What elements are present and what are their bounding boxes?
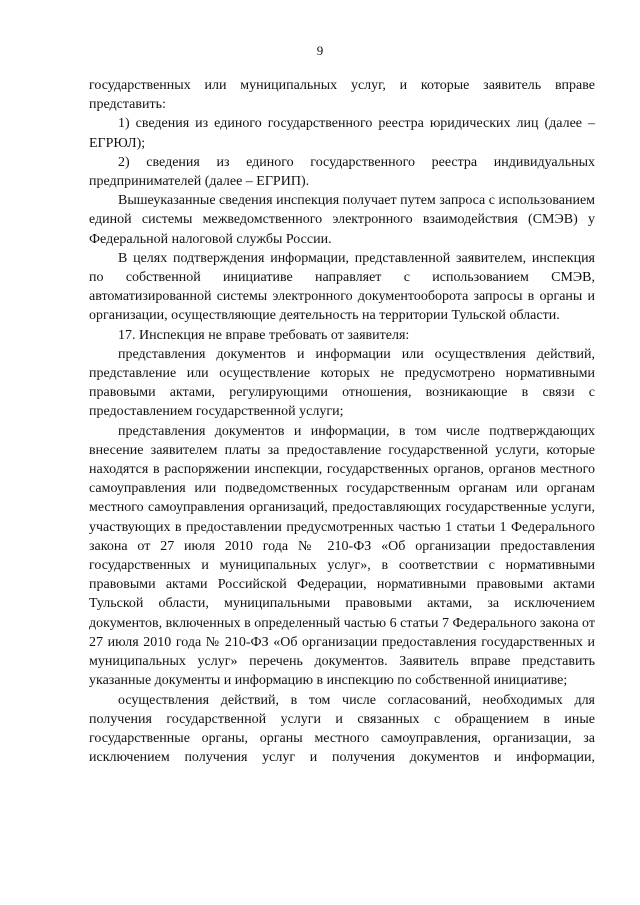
paragraph-6: 17. Инспекция не вправе требовать от заявителя: [118,327,410,343]
paragraph-9: осуществления действий, в том числе согласований, необходимых для получения государственной услуги и связанных с обращением в иные государственные органы, органы местного самоуправления, организации, за исключением получения услуг и получения документов и информации, [89,692,595,766]
paragraph-7: представления документов и информации или осуществления действий, представление или осуществление которых не предусмотрено нормативными правовыми актами, регулирующими отношения, возникающие в связи с предоставлением государственной услуги; [89,346,595,420]
document-body [89,76,595,767]
paragraph-8: представления документов и информации, в том числе подтверждающих внесение заявителем платы за предоставление государственной услуги, которые находятся в распоряжении инспекции, государственных органов, органов местного самоуправления или подведомственных государственным органам или органам местного самоуправления организаций, предоставляющих государственные услуги, участвующих в предоставлении предусмотренных частью 1 статьи 1 Федерального закона от 27 июля 2010 года № 210-ФЗ «Об организации предоставления государственных и муниципальных услуг», в соответствии с нормативными правовыми актами Российской Федерации, нормативными правовыми актами Тульской области, муниципальными правовыми актами, за исключением документов, включенных в определенный частью 6 статьи 7 Федерального закона от 27 июля 2010 года № 210-ФЗ «Об организации предоставления государственных и муниципальных услуг» перечень документов. Заявитель вправе представить указанные документы и информацию в инспекцию по собственной инициативе; [89,423,595,689]
paragraph-4: Вышеуказанные сведения инспекция получает путем запроса с использованием единой системы межведомственного электронного взаимодействия (СМЭВ) у Федеральной налоговой службы России. [89,193,596,247]
paragraph-2: 1) сведения из единого государственного реестра юридических лиц (далее – ЕГРЮЛ); [89,116,595,151]
paragraph-3: 2) сведения из единого государственного реестра индивидуальных предпринимателей (далее – ЕГРИП). [89,154,595,190]
paragraph-5: В целях подтверждения информации, представленной заявителем, инспекция по собственной инициативе направляет с использованием СМЭВ, автоматизированной системы электронного документооборота запросы в органы и организации, осуществляющие деятельность на территории Тульской области. [89,250,595,324]
paragraph-1: государственных или муниципальных услуг, и которые заявитель вправе представить: [89,78,595,113]
page-number: 9 [316,43,324,58]
